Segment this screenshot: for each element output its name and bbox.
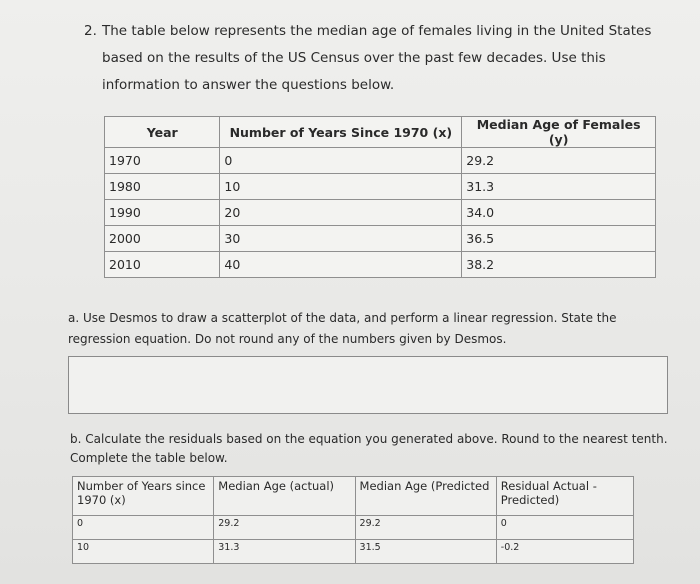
- header-years-since: Number of Years Since 1970 (x): [220, 117, 462, 148]
- cell-year: 1980: [105, 174, 220, 200]
- cell-y: 29.2: [462, 148, 656, 174]
- question-text: The table below represents the median age of females living in the United States based on the results of the US Census over the past few decades. Use this information to answer the questions below.: [102, 23, 652, 93]
- cell-year: 1990: [105, 200, 220, 226]
- header-actual: Median Age (actual): [214, 477, 355, 516]
- regression-answer-box[interactable]: [68, 356, 668, 414]
- cell-residual[interactable]: -0.2: [496, 540, 633, 564]
- table-row: [73, 540, 634, 564]
- header-residual: Residual Actual - Predicted): [496, 477, 633, 516]
- cell-residual[interactable]: 0: [496, 516, 633, 540]
- cell-y: 31.3: [462, 174, 656, 200]
- header-year: Year: [105, 117, 220, 148]
- cell-predicted[interactable]: 29.2: [355, 516, 496, 540]
- header-median-age: Median Age of Females (y): [462, 117, 656, 148]
- cell-predicted[interactable]: 31.5: [355, 540, 496, 564]
- cell-x: 10: [220, 174, 462, 200]
- cell-x: 20: [220, 200, 462, 226]
- table-header-row: [73, 477, 634, 516]
- cell-y: 34.0: [462, 200, 656, 226]
- table-row: [105, 252, 656, 278]
- part-a-prompt: a. Use Desmos to draw a scatterplot of the data, and perform a linear regression. State the regression equation. Do not round any of the numbers given by Desmos.: [68, 311, 617, 346]
- cell-year: 2010: [105, 252, 220, 278]
- table-header-row: [105, 117, 656, 148]
- table-row: [105, 226, 656, 252]
- table-row: [105, 200, 656, 226]
- question-number: 2.: [84, 23, 97, 39]
- census-table: [104, 116, 656, 278]
- cell-y: 38.2: [462, 252, 656, 278]
- header-years-since: Number of Years since 1970 (x): [73, 477, 214, 516]
- cell-x: 10: [73, 540, 214, 564]
- part-b-prompt: b. Calculate the residuals based on the equation you generated above. Round to the nearest tenth. Complete the table below.: [70, 432, 668, 465]
- cell-x: 40: [220, 252, 462, 278]
- table-row: [105, 148, 656, 174]
- cell-x: 0: [220, 148, 462, 174]
- cell-x: 0: [73, 516, 214, 540]
- table-row: [105, 174, 656, 200]
- cell-year: 2000: [105, 226, 220, 252]
- cell-x: 30: [220, 226, 462, 252]
- cell-actual: 29.2: [214, 516, 355, 540]
- cell-year: 1970: [105, 148, 220, 174]
- question-2: [84, 18, 664, 99]
- residual-table: [72, 476, 634, 564]
- cell-y: 36.5: [462, 226, 656, 252]
- cell-actual: 31.3: [214, 540, 355, 564]
- header-predicted: Median Age (Predicted: [355, 477, 496, 516]
- table-row: [73, 516, 634, 540]
